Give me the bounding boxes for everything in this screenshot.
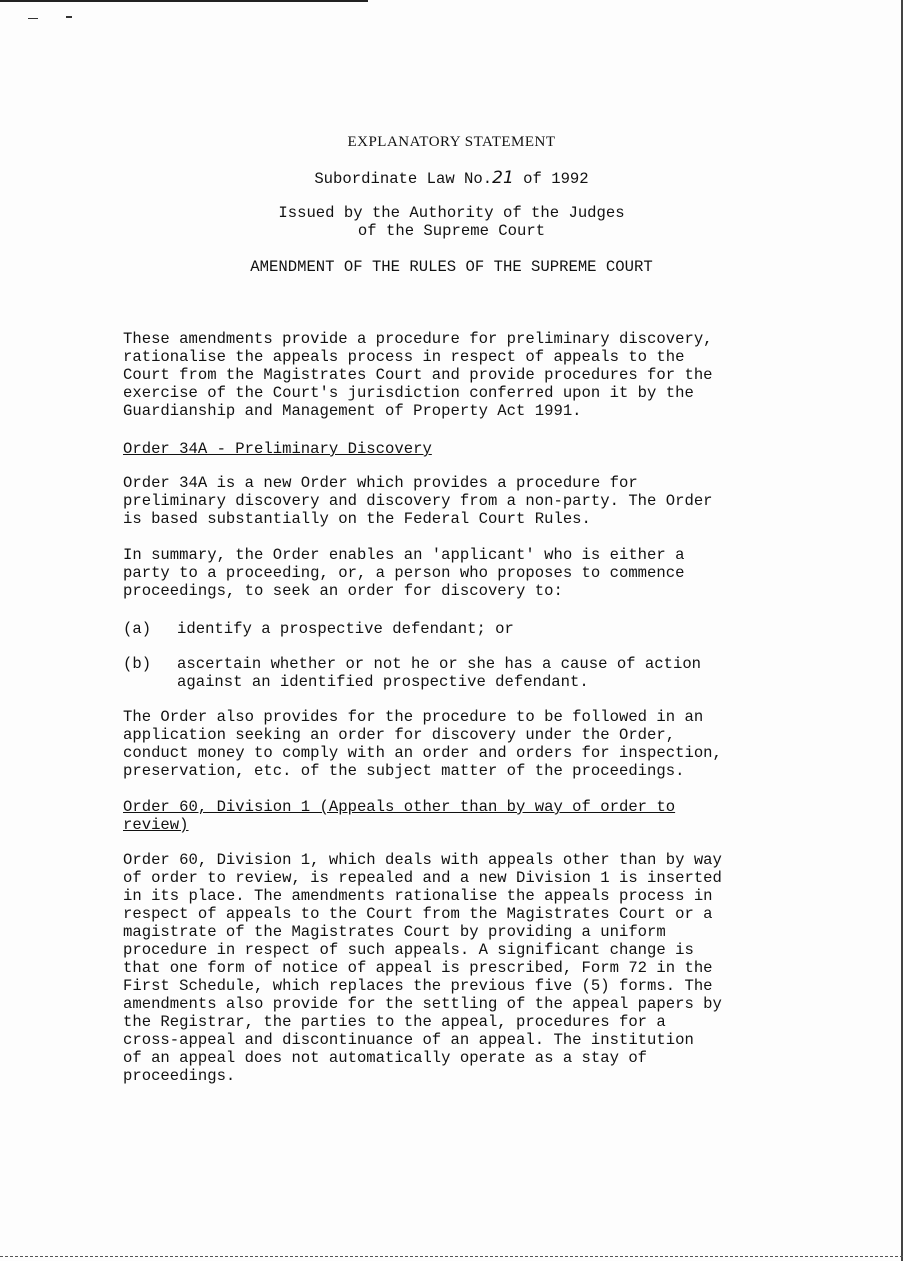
law-number-line bbox=[0, 169, 903, 188]
order-34a-paragraph-3: The Order also provides for the procedure to be followed in an application seeking an order for discovery under the Order, conduct money to comply with an order and orders for inspection, preservation, etc. of the subject matter of the proceedings. bbox=[123, 708, 722, 780]
section-heading-order-60-line-1: Order 60, Division 1 (Appeals other than by way of order to bbox=[123, 798, 676, 816]
issued-line-1: Issued by the Authority of the Judges bbox=[278, 204, 625, 222]
section-heading-order-60-line-2: review) bbox=[123, 816, 189, 834]
order-34a-paragraph-2: In summary, the Order enables an 'applicant' who is either a party to a proceeding, or, a person who proposes to commence proceedings, to seek an order for discovery to: bbox=[123, 546, 685, 600]
issued-line-2: of the Supreme Court bbox=[357, 222, 546, 240]
amendment-title: AMENDMENT OF THE RULES OF THE SUPREME COURT bbox=[250, 258, 653, 276]
list-item-a-text: identify a prospective defendant; or bbox=[177, 620, 514, 638]
intro-paragraph: These amendments provide a procedure for preliminary discovery, rationalise the appeals process in respect of appeals to the Court from the Magistrates Court and provide procedures for the exercise of the Court's jurisdiction conferred upon it by the Guardianship and Management of Property Act 1991. bbox=[123, 330, 713, 420]
list-item-b-label: (b) bbox=[123, 655, 152, 673]
scan-edge-bottom bbox=[0, 1256, 903, 1257]
scan-speck bbox=[28, 18, 38, 19]
scan-edge-top bbox=[0, 0, 368, 2]
order-34a-paragraph-1: Order 34A is a new Order which provides a procedure for preliminary discovery and discovery from a non-party. The Order is based substantially on the Federal Court Rules. bbox=[123, 474, 713, 528]
section-heading-order-34a: Order 34A - Preliminary Discovery bbox=[123, 440, 432, 458]
document-title: EXPLANATORY STATEMENT bbox=[347, 134, 556, 150]
law-suffix: of 1992 bbox=[513, 170, 589, 188]
list-item-b-text: ascertain whether or not he or she has a cause of action against an identified prospective defendant. bbox=[177, 655, 702, 691]
order-60-paragraph-1: Order 60, Division 1, which deals with appeals other than by way of order to review, is repealed and a new Division 1 is inserted in its place. The amendments rationalise the appeals process in respect of appeals to the Court from the Magistrates Court or a magistrate of the Magistrates Court by providing a uniform procedure in respect of such appeals. A significant change is that one form of notice of appeal is prescribed, Form 72 in the First Schedule, which replaces the previous five (5) forms. The amendments also provide for the settling of the appeal papers by the Registrar, the parties to the appeal, procedures for a cross-appeal and discontinuance of an appeal. The institution of an appeal does not automatically operate as a stay of proceedings. bbox=[123, 851, 722, 1085]
scan-speck bbox=[66, 16, 72, 18]
list-item-a-label: (a) bbox=[123, 620, 152, 638]
law-prefix: Subordinate Law No. bbox=[314, 170, 493, 188]
handwritten-law-number: 21 bbox=[492, 168, 514, 188]
